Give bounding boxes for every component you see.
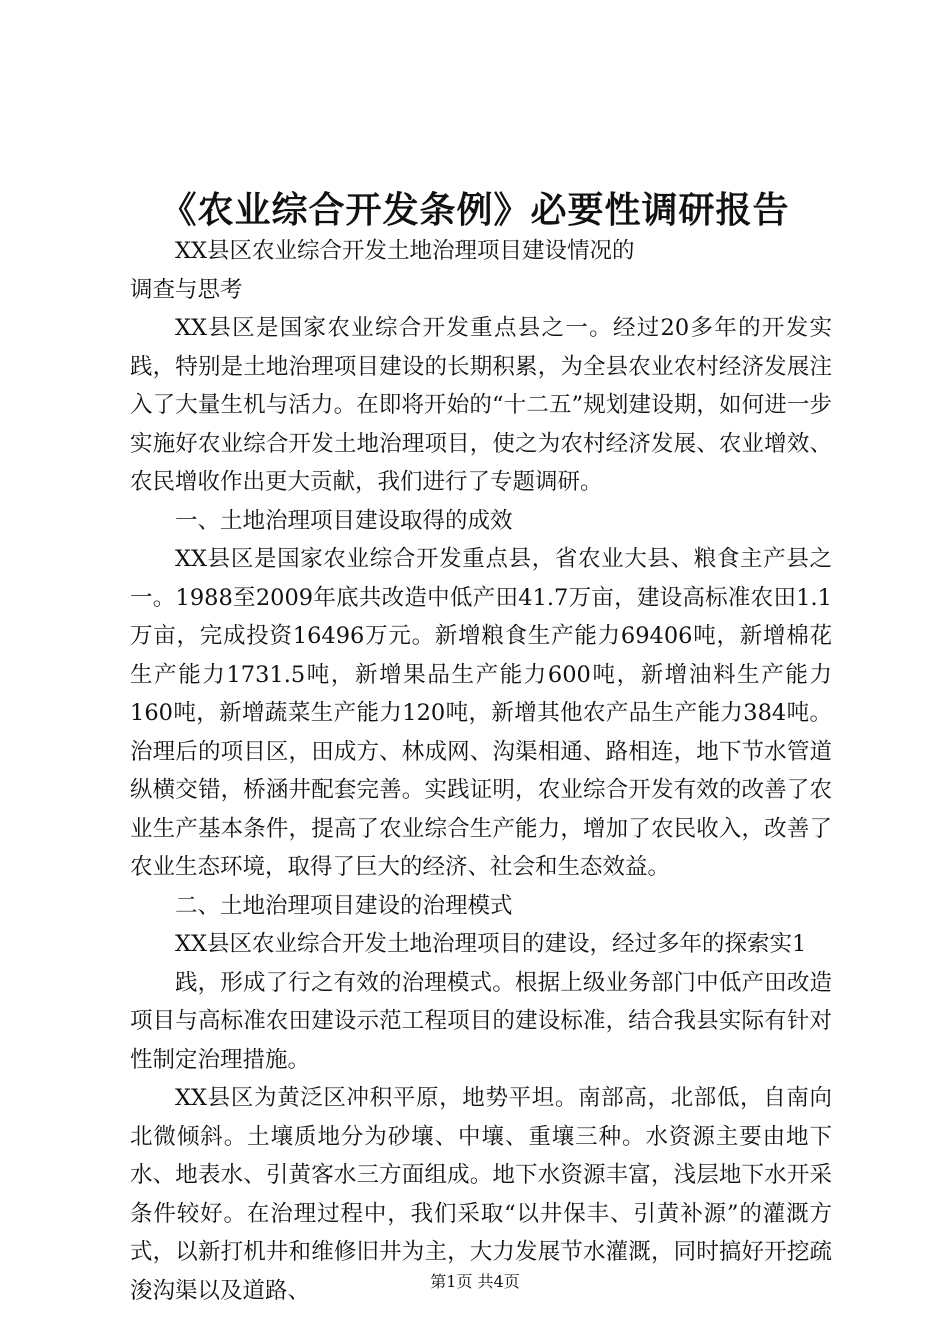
section-heading-2: 二、土地治理项目建设的治理模式 (175, 892, 513, 919)
section-2-paragraph-1: XX县区农业综合开发土地治理项目的建设，经过多年的探索实1 (175, 931, 807, 957)
page-footer: 第1页 共4页 (430, 1272, 520, 1291)
section-2-paragraph-2: 践，形成了行之有效的治理模式。根据上级业务部门中低产田改造项目与高标准农田建设示范工程项目的建设标准，结合我县实际有针对性制定治理措施。 (130, 969, 832, 1073)
document-title: 《农业综合开发条例》必要性调研报告 (160, 189, 790, 231)
section-heading-1: 一、土地治理项目建设取得的成效 (175, 507, 513, 534)
section-1-paragraph: XX县区是国家农业综合开发重点县，省农业大县、粮食主产县之一。1988至2009年底共改造中低产田41.7万亩，建设高标准农田1.1万亩，完成投资16496万元。新增粮食生产能力69406吨，新增棉花生产能力1731.5吨，新增果品生产能力600吨，新增油料生产能力160吨，新增蔬菜生产能力120吨，新增其他农产品生产能力384吨。治理后的项目区，田成方、林成网、沟渠相通、路相连，地下节水管道纵横交错，桥涵井配套完善。实践证明，农业综合开发有效的改善了农业生产基本条件，提高了农业综合生产能力，增加了农民收入，改善了农业生态环境，取得了巨大的经济、社会和生态效益。 (130, 546, 832, 880)
document-body (130, 232, 832, 1310)
section-2-paragraph-3: XX县区为黄泛区冲积平原，地势平坦。南部高，北部低，自南向北微倾斜。土壤质地分为砂壤、中壤、重壤三种。水资源主要由地下水、地表水、引黄客水三方面组成。地下水资源丰富，浅层地下水开采条件较好。在治理过程中，我们采取“以井保丰、引黄补源”的灌溉方式，以新打机井和维修旧井为主，大力发展节水灌溉，同时搞好开挖疏浚沟渠以及道路、 (130, 1085, 832, 1304)
report-subtitle: XX县区农业综合开发土地治理项目建设情况的 调查与思考 (130, 238, 635, 303)
intro-paragraph: XX县区是国家农业综合开发重点县之一。经过20多年的开发实践，特别是土地治理项目建设的长期积累，为全县农业农村经济发展注入了大量生机与活力。在即将开始的“十二五”规划建设期，如何进一步实施好农业综合开发土地治理项目，使之为农村经济发展、农业增效、农民增收作出更大贡献，我们进行了专题调研。 (130, 315, 832, 495)
